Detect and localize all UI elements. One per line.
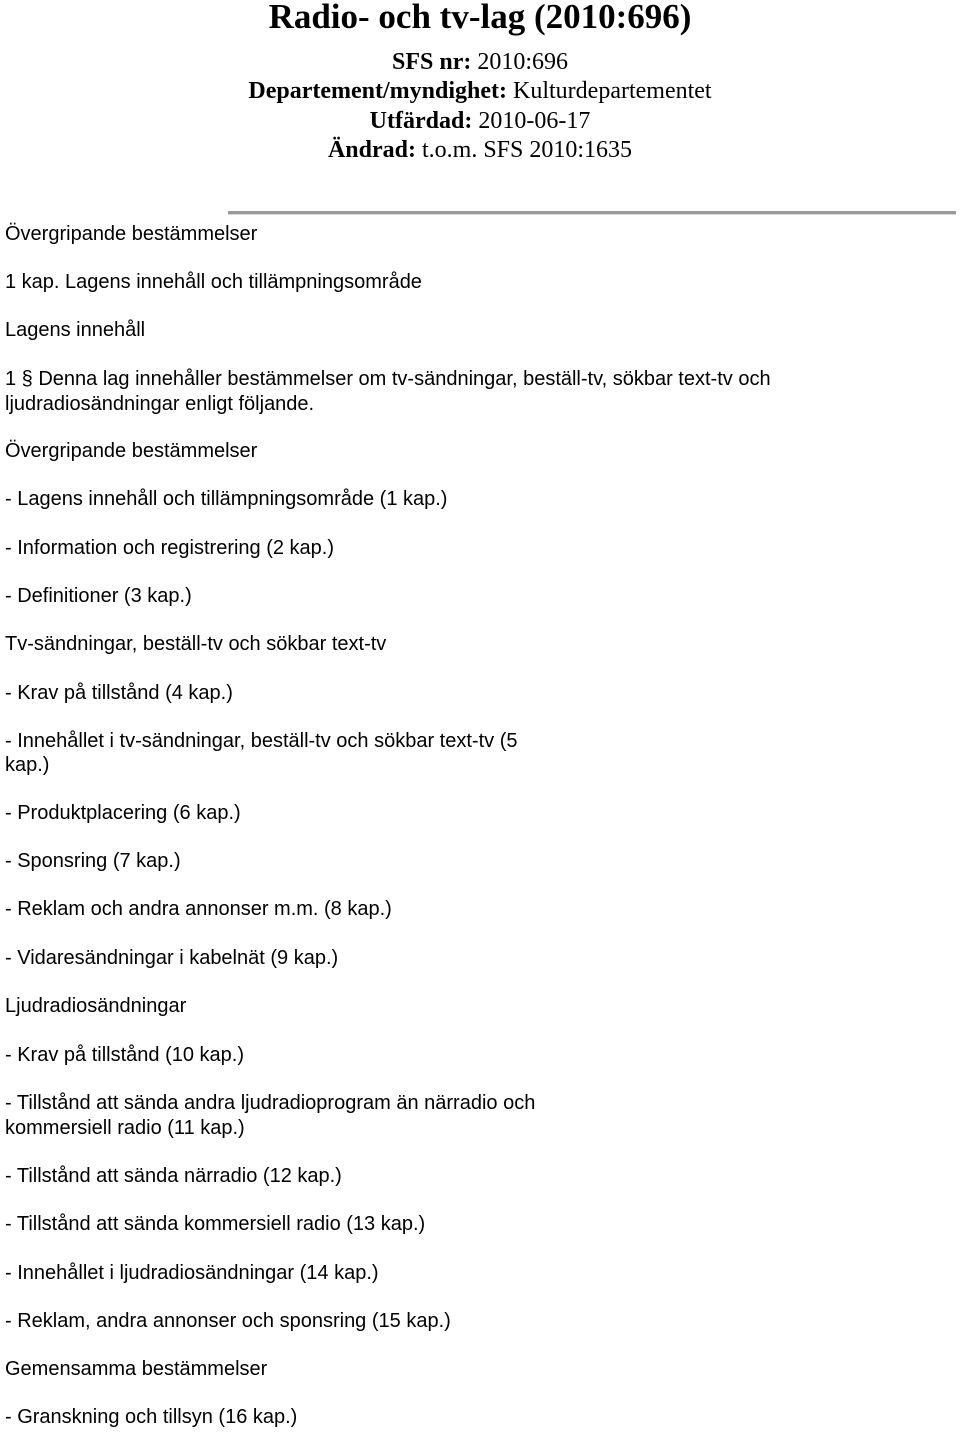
chapter-heading: 1 kap. Lagens innehåll och tillämpningsområde: [5, 271, 422, 293]
meta-value: 2010-06-17: [478, 108, 591, 134]
section-heading: Tv-sändningar, beställ-tv och sökbar text-tv: [5, 633, 387, 655]
list-item: - Produktplacering (6 kap.): [5, 802, 241, 824]
list-item: - Granskning och tillsyn (16 kap.): [5, 1406, 298, 1428]
list-item: - Reklam, andra annonser och sponsring (15 kap.): [5, 1310, 451, 1332]
meta-issued: Utfärdad: 2010-06-17: [369, 108, 591, 134]
list-item: - Vidaresändningar i kabelnät (9 kap.): [5, 947, 339, 969]
subsection-heading: Lagens innehåll: [5, 319, 146, 341]
document-title: Radio- och tv-lag (2010:696): [268, 0, 692, 36]
list-item: - Reklam och andra annonser m.m. (8 kap.): [5, 898, 392, 920]
paragraph-line: 1 § Denna lag innehåller bestämmelser om tv-sändningar, beställ-tv, sökbar text-tv och: [5, 368, 771, 390]
list-item: - Innehållet i tv-sändningar, beställ-tv och sökbar text-tv (5: [5, 730, 518, 752]
meta-amended: Ändrad: t.o.m. SFS 2010:1635: [327, 137, 633, 163]
horizontal-divider: [228, 211, 956, 215]
meta-label: SFS nr: [391, 49, 464, 75]
list-item: - Tillstånd att sända kommersiell radio (13 kap.): [5, 1213, 426, 1235]
list-item: - Information och registrering (2 kap.): [5, 537, 335, 559]
meta-department: Departement/myndighet: Kulturdepartementet: [248, 78, 712, 104]
list-item: - Sponsring (7 kap.): [5, 850, 181, 872]
meta-label: Departement/myndighet: [248, 78, 500, 104]
list-item: - Innehållet i ljudradiosändningar (14 kap.): [5, 1262, 379, 1284]
section-heading: Gemensamma bestämmelser: [5, 1358, 268, 1380]
meta-value: t.o.m. SFS 2010:1635: [421, 137, 633, 163]
meta-sfs-number: SFS nr: 2010:696: [391, 49, 569, 75]
meta-label: Ändrad: [327, 137, 408, 163]
list-item: - Definitioner (3 kap.): [5, 585, 192, 607]
list-item-continuation: kap.): [5, 754, 50, 776]
list-item-continuation: kommersiell radio (11 kap.): [5, 1117, 245, 1139]
section-heading: Ljudradiosändningar: [5, 995, 187, 1017]
meta-label: Utfärdad: [369, 108, 465, 134]
paragraph-line: ljudradiosändningar enligt följande.: [5, 393, 315, 415]
meta-value: 2010:696: [477, 49, 569, 75]
meta-value: Kulturdepartementet: [513, 78, 712, 104]
list-item: - Tillstånd att sända andra ljudradioprogram än närradio och: [5, 1092, 536, 1114]
section-heading: Övergripande bestämmelser: [5, 223, 258, 245]
list-item: - Krav på tillstånd (4 kap.): [5, 682, 233, 704]
list-item: - Tillstånd att sända närradio (12 kap.): [5, 1165, 342, 1187]
section-heading: Övergripande bestämmelser: [5, 440, 258, 462]
list-item: - Krav på tillstånd (10 kap.): [5, 1044, 244, 1066]
list-item: - Lagens innehåll och tillämpningsområde (1 kap.): [5, 488, 448, 510]
